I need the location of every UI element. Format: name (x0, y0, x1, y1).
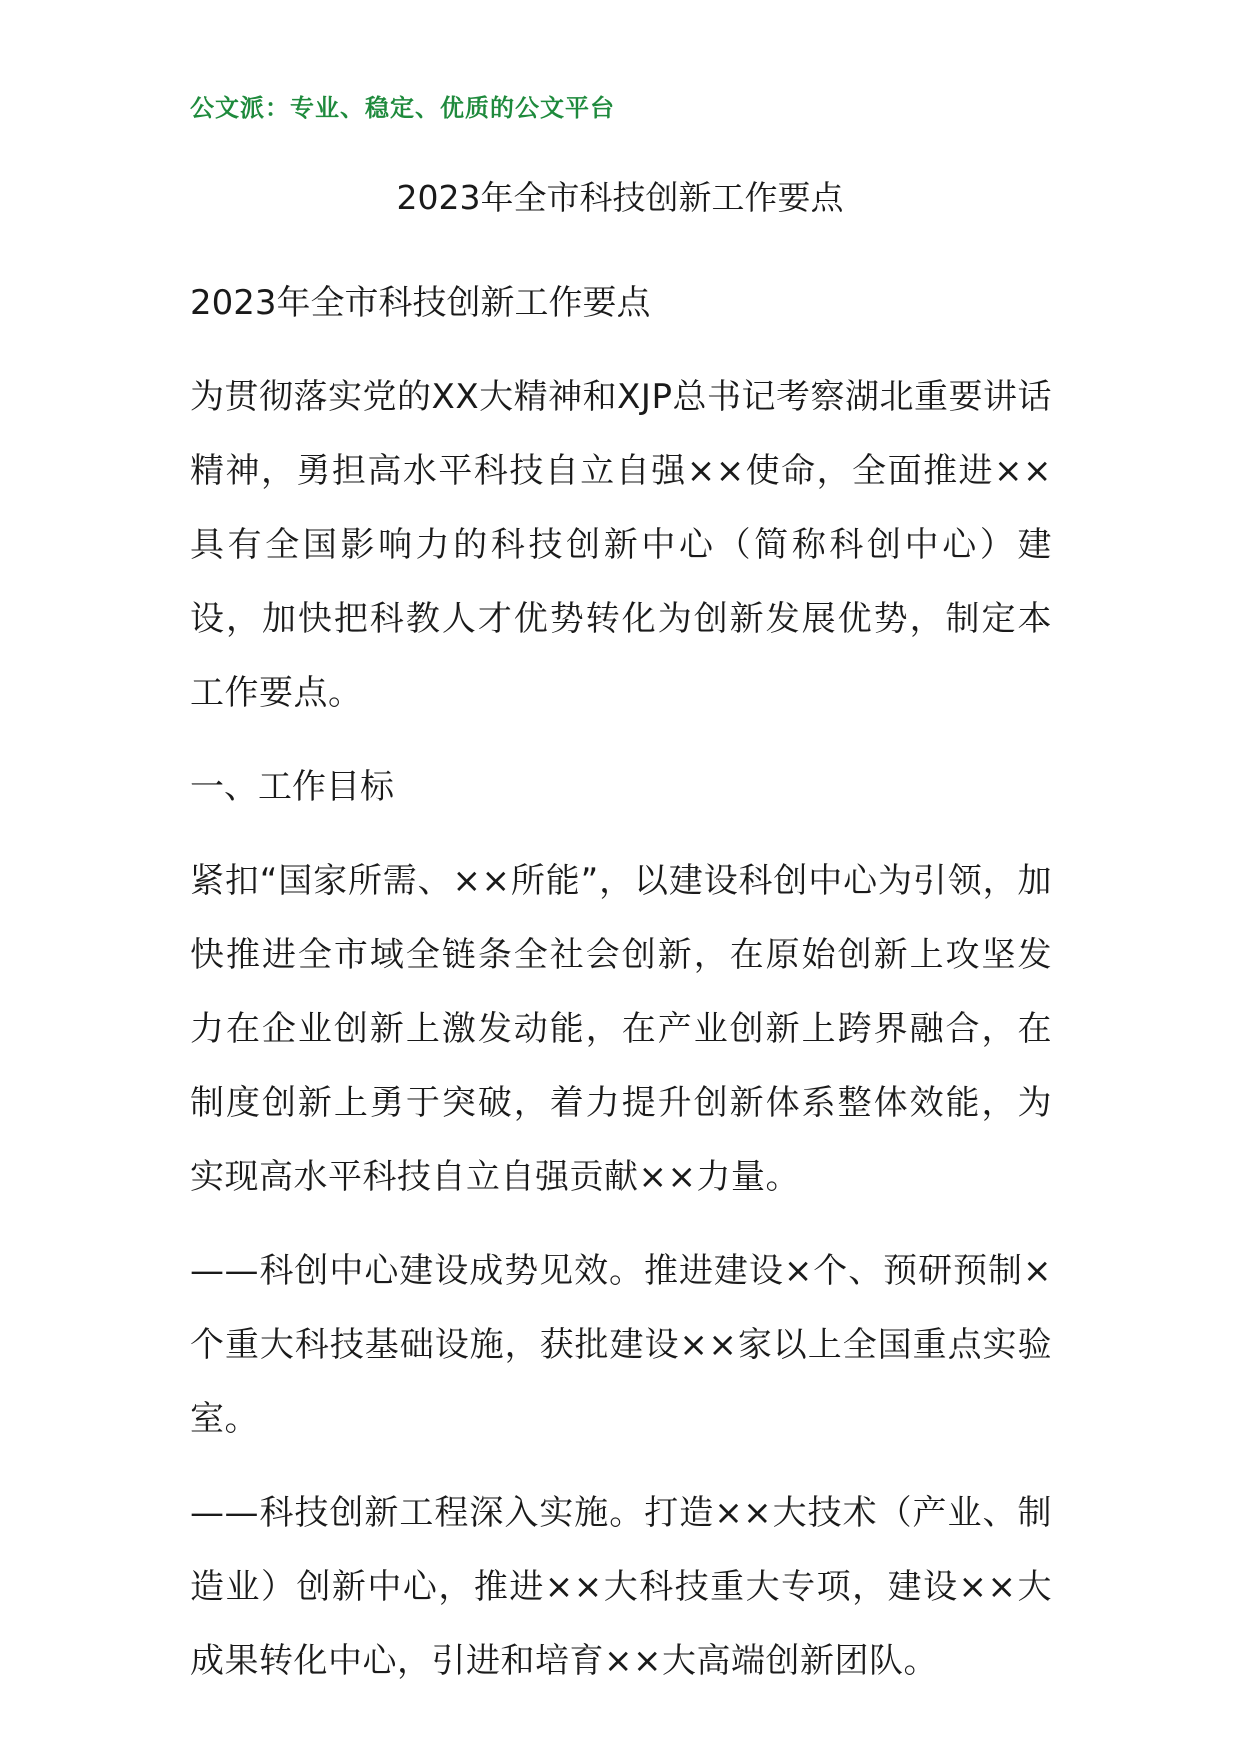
goal-item-innovation-projects: ——科技创新工程深入实施。打造××大技术（产业、制造业）创新中心，推进××大科技重大专项，建设××大成果转化中心，引进和培育××大高端创新团队。 (190, 1493, 1052, 1681)
document-body (190, 266, 1052, 1718)
goal-item-innovation-center: ——科创中心建设成势见效。推进建设×个、预研预制×个重大科技基础设施，获批建设××家以上全国重点实验室。 (190, 1251, 1052, 1439)
document-subtitle: 2023年全市科技创新工作要点 (190, 283, 651, 323)
brand-header: 公文派：专业、稳定、优质的公文平台 (190, 94, 615, 122)
intro-paragraph: 为贯彻落实党的XX大精神和XJP总书记考察湖北重要讲话精神，勇担高水平科技自立自强××使命，全面推进××具有全国影响力的科技创新中心（简称科创中心）建设，加快把科教人才优势转化为创新发展优势，制定本工作要点。 (190, 377, 1052, 713)
document-title: 2023年全市科技创新工作要点 (396, 178, 844, 217)
section-heading-work-goals: 一、工作目标 (190, 767, 394, 807)
work-goals-paragraph: 紧扣“国家所需、××所能”，以建设科创中心为引领，加快推进全市域全链条全社会创新，在原始创新上攻坚发力在企业创新上激发动能，在产业创新上跨界融合，在制度创新上勇于突破，着力提升创新体系整体效能，为实现高水平科技自立自强贡献××力量。 (190, 861, 1052, 1197)
